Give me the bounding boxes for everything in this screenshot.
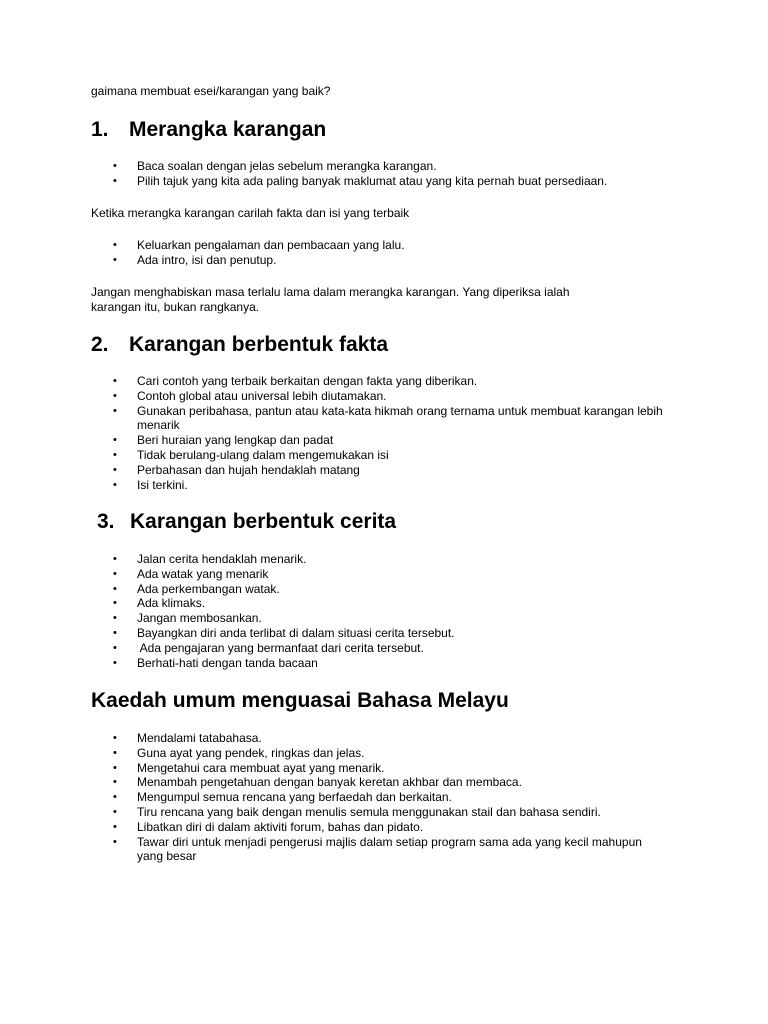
section-1-paragraph-2 <box>91 285 570 315</box>
list-item: • Perbahasan dan hujah hendaklah matang <box>91 463 691 478</box>
list-item: • Berhati-hati dengan tanda bacaan <box>91 656 731 671</box>
section-1-list-1 <box>91 159 731 189</box>
section-2-list <box>91 374 691 492</box>
list-item: • Jangan membosankan. <box>91 611 731 626</box>
section-1-title: Merangka karangan <box>129 118 327 141</box>
list-item: • Ada klimaks. <box>91 596 731 611</box>
section-3-list <box>91 552 731 670</box>
list-item: • Jalan cerita hendaklah menarik. <box>91 552 731 567</box>
section-4-list <box>91 731 671 864</box>
paragraph-line: Jangan menghabiskan masa terlalu lama dalam merangka karangan. Yang diperiksa ialah <box>91 285 570 299</box>
section-2-title: Karangan berbentuk fakta <box>129 333 389 356</box>
list-item: • Isi terkini. <box>91 478 691 493</box>
section-2-number: 2. <box>91 333 109 356</box>
section-2-heading <box>91 333 388 357</box>
list-item: • Contoh global atau universal lebih diutamakan. <box>91 389 691 404</box>
section-1-number: 1. <box>91 118 109 141</box>
list-item: • Ada intro, isi dan penutup. <box>91 253 731 268</box>
list-item: • Tiru rencana yang baik dengan menulis semula menggunakan stail dan bahasa sendiri. <box>91 805 671 820</box>
list-item: • Mengetahui cara membuat ayat yang menarik. <box>91 761 671 776</box>
list-item: • Beri huraian yang lengkap dan padat <box>91 433 691 448</box>
list-item: • Libatkan diri di dalam aktiviti forum, bahas dan pidato. <box>91 820 671 835</box>
list-item: • Ada watak yang menarik <box>91 567 731 582</box>
list-item: • Mendalami tatabahasa. <box>91 731 671 746</box>
list-item: • Mengumpul semua rencana yang berfaedah dan berkaitan. <box>91 790 671 805</box>
section-4-title: Kaedah umum menguasai Bahasa Melayu <box>91 689 509 712</box>
list-item: • Baca soalan dengan jelas sebelum merangka karangan. <box>91 159 731 174</box>
section-3-number: 3. <box>97 510 115 533</box>
list-item: • Ada perkembangan watak. <box>91 582 731 597</box>
intro-text: gaimana membuat esei/karangan yang baik? <box>91 84 331 98</box>
section-1-heading <box>91 118 326 142</box>
section-4-heading <box>91 689 509 713</box>
section-1-list-2 <box>91 238 731 268</box>
paragraph-line: karangan itu, bukan rangkanya. <box>91 299 260 314</box>
list-item: • Bayangkan diri anda terlibat di dalam situasi cerita tersebut. <box>91 626 731 641</box>
section-3-heading <box>97 510 396 534</box>
list-item: • Menambah pengetahuan dengan banyak keretan akhbar dan membaca. <box>91 775 671 790</box>
list-item: • Pilih tajuk yang kita ada paling banyak maklumat atau yang kita pernah buat persediaan. <box>91 174 731 189</box>
list-item: • Ada pengajaran yang bermanfaat dari cerita tersebut. <box>91 641 731 656</box>
list-item: • Cari contoh yang terbaik berkaitan dengan fakta yang diberikan. <box>91 374 691 389</box>
list-item: • Guna ayat yang pendek, ringkas dan jelas. <box>91 746 671 761</box>
list-item: • Tawar diri untuk menjadi pengerusi majlis dalam setiap program sama ada yang kecil mahupun yang besar <box>91 835 671 865</box>
list-item: • Gunakan peribahasa, pantun atau kata-kata hikmah orang ternama untuk membuat karangan lebih menarik <box>91 404 691 434</box>
list-item: • Tidak berulang-ulang dalam mengemukakan isi <box>91 448 691 463</box>
section-3-title: Karangan berbentuk cerita <box>130 510 397 533</box>
list-item: • Keluarkan pengalaman dan pembacaan yang lalu. <box>91 238 731 253</box>
section-1-paragraph-1: Ketika merangka karangan carilah fakta dan isi yang terbaik <box>91 206 410 220</box>
